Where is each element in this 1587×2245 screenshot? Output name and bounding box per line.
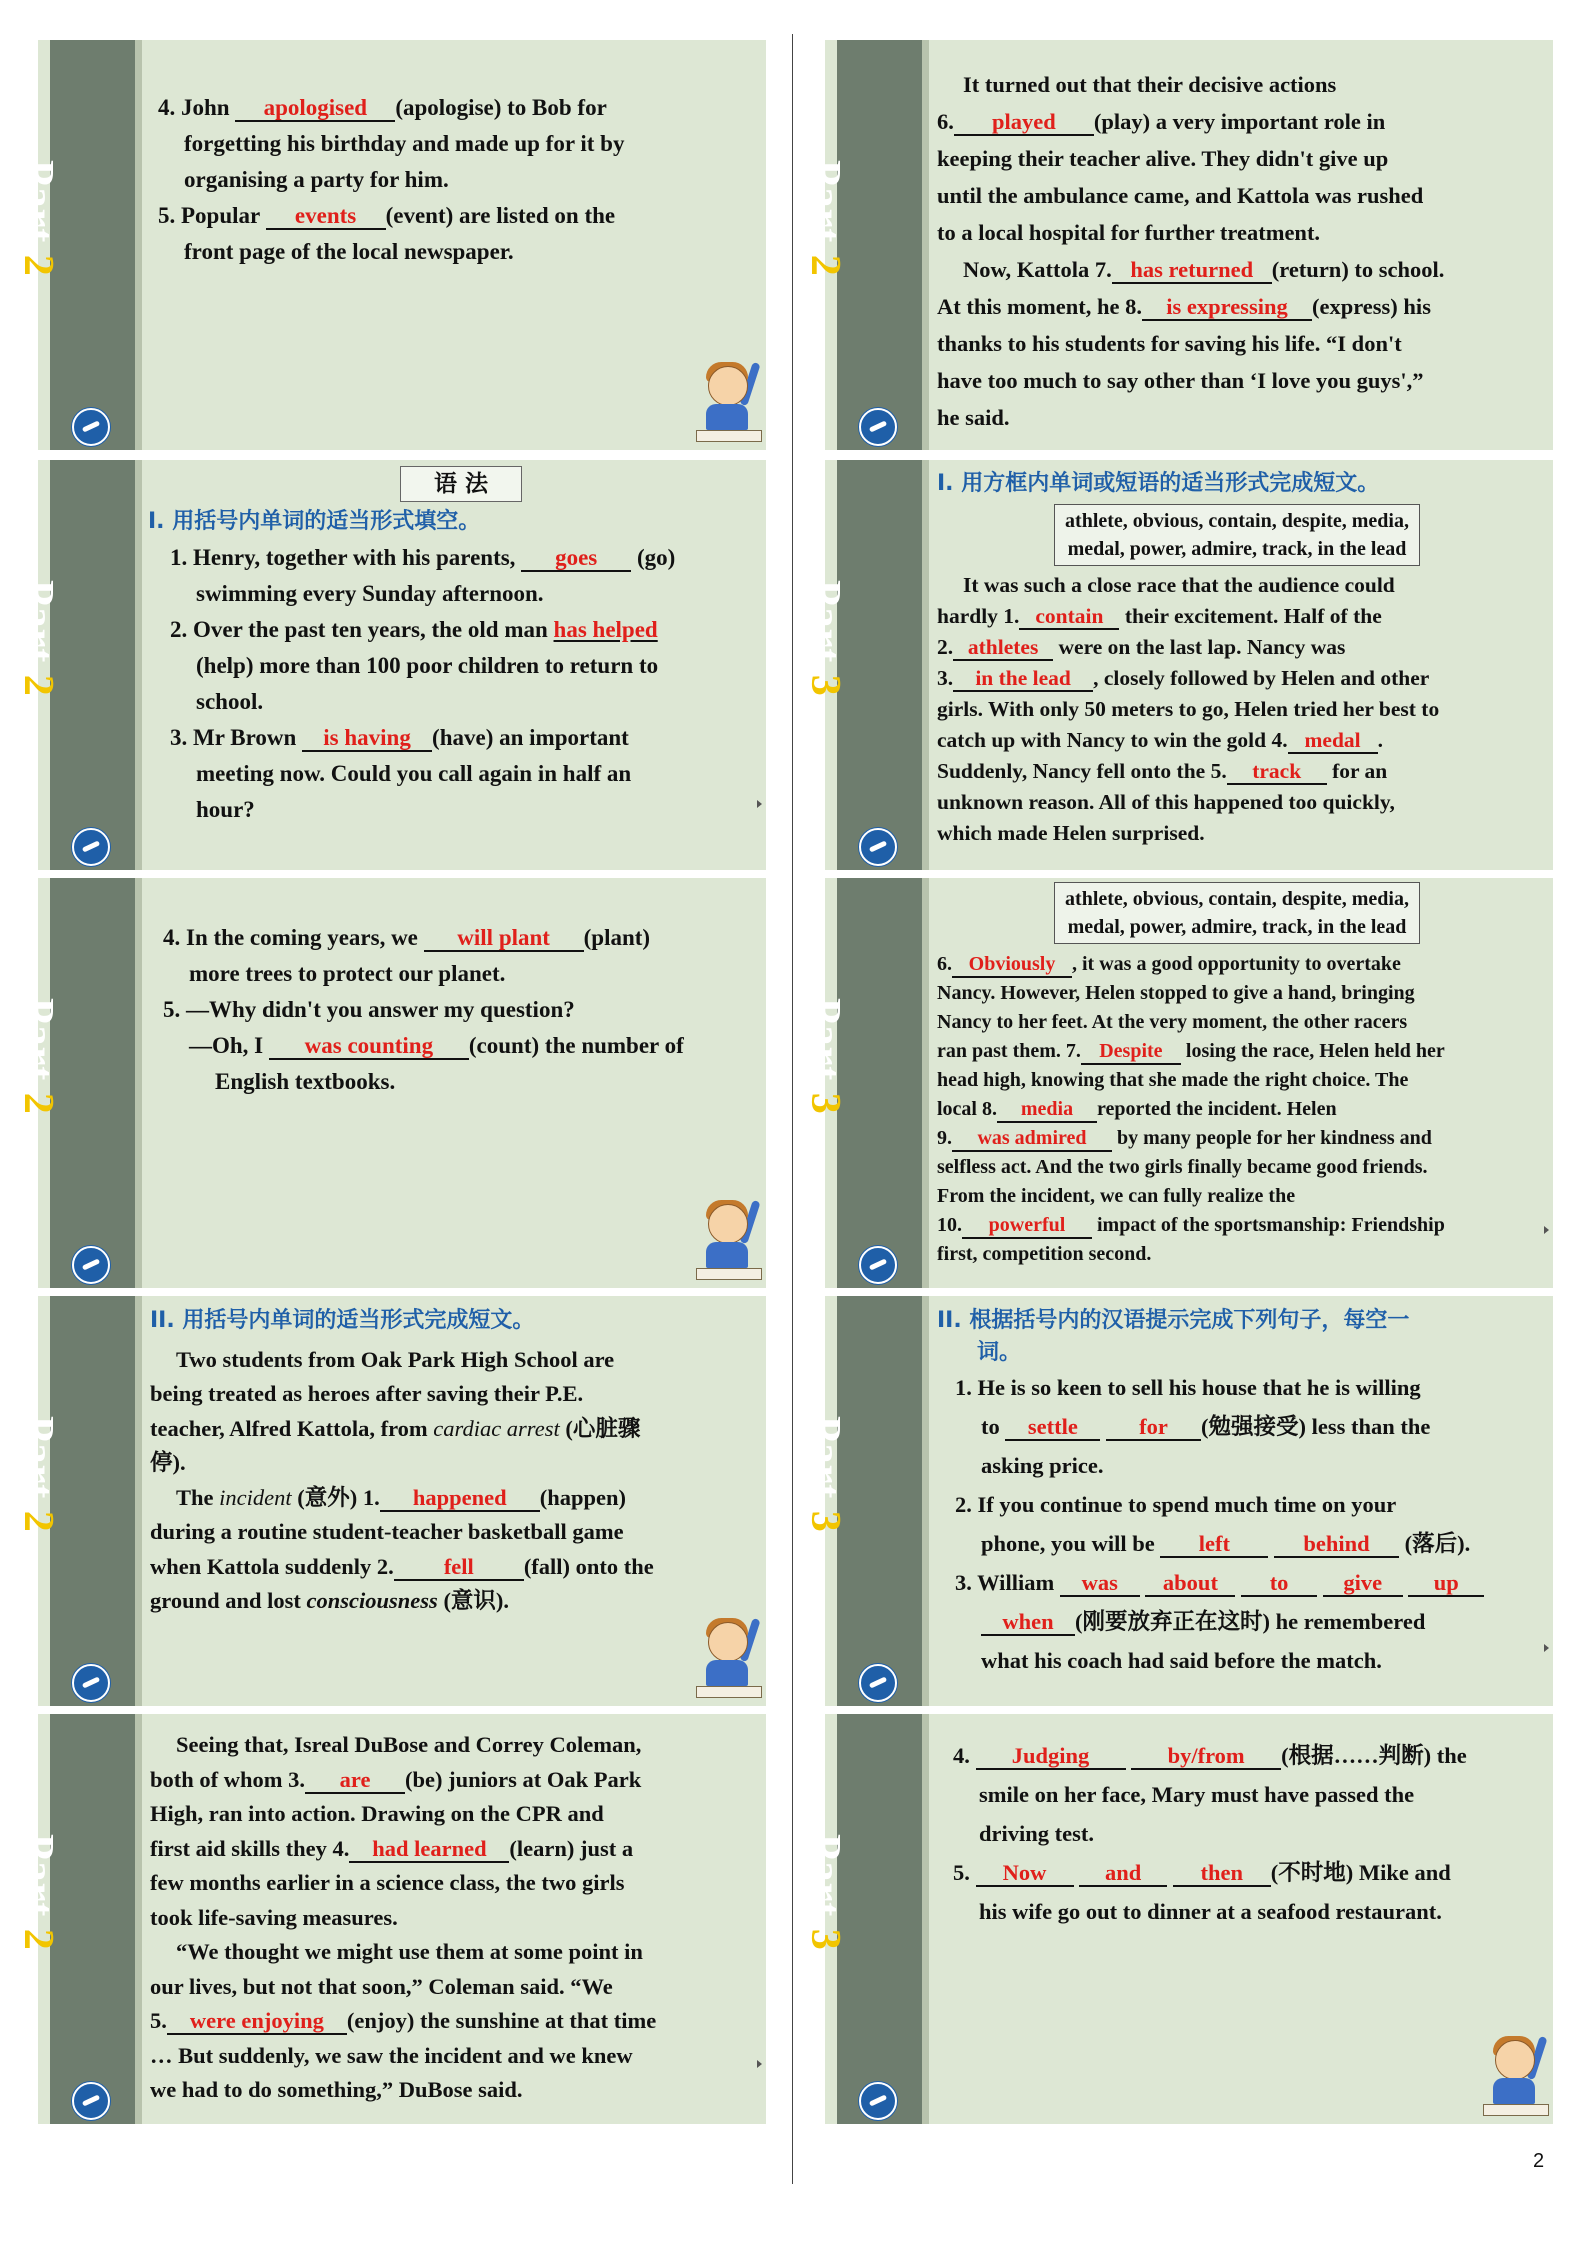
slide-right-4: Part 3 II. 根据括号内的汉语提示完成下列句子，每空一 词。 1. He is so keen to sell his house that he is willing to settle for (勉强接受) less than the asking price. 2. If you continue to spend much time on your phone, you will be left behind (落后). 3. William was about to give up when (刚要放弃正在这时) he remembered what his coach had said before the match. [825, 1296, 1553, 1706]
slide-right-1: Part 2 It turned out that their decisive actions 6. played (play) a very important role in keeping their teacher alive. They didn't give up until the ambulance came, and Kattola was rushed to a local hospital for further treatment. Now, Kattola 7. has returned (return) to school. At this moment, he 8. is expressing (express) his thanks to his students for saving his life. “I don't have too much to say other than ‘I love you guys',” he said. [825, 40, 1553, 450]
cartoon-boy-icon [696, 358, 760, 444]
part-label: Part 3 [802, 998, 848, 1115]
grammar-tag: 语 法 [400, 466, 522, 502]
question-4: 4. In the coming years, we will plant (plant) [163, 925, 651, 950]
school-logo-icon [72, 1664, 110, 1702]
slide-left-5: Part 2 Seeing that, Isreal DuBose and Correy Coleman, both of whom 3. are (be) juniors at Oak Park High, ran into action. Drawing on the CPR and first aid skills they 4. had learned (learn) just a few months earlier in a science class, the two girls took life-saving measures. “We thought we might use them at some point in our lives, but not that soon,” Coleman said. “We 5. were enjoying (enjoy) the sunshine at that time … But suddenly, we saw the incident and we knew we had to do something,” DuBose said. [38, 1714, 766, 2124]
question-3: 3. William was about to give up [955, 1563, 1537, 1602]
school-logo-icon [72, 1246, 110, 1284]
question-2: 2. If you continue to spend much time on your [955, 1492, 1397, 1517]
school-logo-icon [859, 1246, 897, 1284]
next-arrow-icon [757, 2060, 762, 2068]
part-label: Part 2 [15, 580, 61, 697]
question-1: 1. He is so keen to sell his house that he is willing [955, 1375, 1421, 1400]
school-logo-icon [859, 2082, 897, 2120]
question-4: 4. John apologised (apologise) to Bob for [158, 95, 607, 120]
page-divider [792, 34, 793, 2184]
section-heading: I. 用括号内单词的适当形式填空。 [148, 509, 481, 534]
cartoon-boy-icon [1483, 2032, 1547, 2118]
part-label: Part 2 [15, 160, 61, 277]
cartoon-boy-icon [696, 1614, 760, 1700]
slide-left-1: Part 2 4. John apologised (apologise) to Bob for forgetting his birthday and made up for it by organising a party for him. 5. Popular events (event) are listed on the front page of the local newspaper. [38, 40, 766, 450]
part-label: Part 2 [15, 1416, 61, 1533]
slide-right-3: Part 3 athlete, obvious, contain, despite, media, medal, power, admire, track, in the lead 6. Obviously , it was a good opportunity to overtake Nancy. However, Helen stopped to give a hand, bringing Nancy to her feet. At the very moment, the other racers ran past them. 7. Despite losing the race, Helen held her head high, knowing that she made the right choice. The local 8. media reported the incident. Helen 9. was admired by many people for her kindness and selfless act. And the two girls finally became good friends. From the incident, we can fully realize the 10. powerful impact of the sportsmanship: Friendship first, competition second. [825, 878, 1553, 1288]
word-box: athlete, obvious, contain, despite, media, medal, power, admire, track, in the lead [1054, 504, 1420, 566]
part-label: Part 3 [802, 1834, 848, 1951]
slide-right-5: Part 3 4. Judging by/from (根据……判断) the smile on her face, Mary must have passed the driving test. 5. Now and then (不时地) Mike and his wife go out to dinner at a seafood restaurant. [825, 1714, 1553, 2124]
question-4: 4. Judging by/from (根据……判断) the [953, 1743, 1467, 1768]
section-heading: I. 用方框内单词或短语的适当形式完成短文。 [937, 471, 1380, 496]
part-band [50, 40, 135, 450]
question-5: 5. Now and then (不时地) Mike and [953, 1860, 1451, 1885]
school-logo-icon [72, 828, 110, 866]
question-1: 1. Henry, together with his parents, goes (go) [170, 545, 676, 570]
school-logo-icon [859, 408, 897, 446]
school-logo-icon [72, 408, 110, 446]
next-arrow-icon [1544, 1644, 1549, 1652]
cartoon-boy-icon [696, 1196, 760, 1282]
part-label: Part 2 [15, 998, 61, 1115]
next-arrow-icon [757, 800, 762, 808]
part-label: Part 3 [802, 1416, 848, 1533]
slide-left-4: Part 2 II. 用括号内单词的适当形式完成短文。 Two students from Oak Park High School are being treated as heroes after saving their P.E. teacher, Alfred Kattola, from cardiac arrest (心脏骤 停). The incident (意外) 1. happened (happen) during a routine student-teacher basketball game when Kattola suddenly 2. fell (fall) onto the ground and lost consciousness (意识). [38, 1296, 766, 1706]
section-heading: II. 用括号内单词的适当形式完成短文。 [150, 1308, 535, 1333]
word-box: athlete, obvious, contain, despite, media, medal, power, admire, track, in the lead [1054, 882, 1420, 944]
next-arrow-icon [1544, 1226, 1549, 1234]
school-logo-icon [72, 2082, 110, 2120]
school-logo-icon [859, 828, 897, 866]
school-logo-icon [859, 1664, 897, 1702]
page-number: 2 [1533, 2150, 1545, 2172]
slide-left-3: Part 2 4. In the coming years, we will plant (plant) more trees to protect our planet. 5. —Why didn't you answer my question? —Oh, I was counting (count) the number of English textbooks. [38, 878, 766, 1288]
slide-right-2: Part 3 I. 用方框内单词或短语的适当形式完成短文。 athlete, obvious, contain, despite, media, medal, power, admire, track, in the lead It was such a close race that the audience could hardly 1. contain their excitement. Half of the 2. athletes were on the last lap. Nancy was 3. in the lead , closely followed by Helen and other girls. With only 50 meters to go, Helen tried her best to catch up with Nancy to win the gold 4. medal . Suddenly, Nancy fell onto the 5. track for an unknown reason. All of this happened too quickly, which made Helen surprised. [825, 460, 1553, 870]
slide-left-2: Part 2 语 法 I. 用括号内单词的适当形式填空。 1. Henry, together with his parents, goes (go) swimming every Sunday afternoon. 2. Over the past ten years, the old man has helped (help) more than 100 poor children to return to school. 3. Mr Brown is having (have) an important meeting now. Could you call again in half an hour? [38, 460, 766, 870]
part-label: Part 2 [802, 160, 848, 277]
question-5: 5. Popular events (event) are listed on the [158, 203, 616, 228]
part-label: Part 2 [15, 1834, 61, 1951]
question-2: 2. Over the past ten years, the old man has helped [170, 617, 658, 642]
part-label: Part 3 [802, 580, 848, 697]
question-5: 5. —Why didn't you answer my question? [163, 997, 575, 1022]
question-3: 3. Mr Brown is having (have) an important [170, 725, 629, 750]
section-heading: II. 根据括号内的汉语提示完成下列句子，每空一 [937, 1308, 1410, 1333]
